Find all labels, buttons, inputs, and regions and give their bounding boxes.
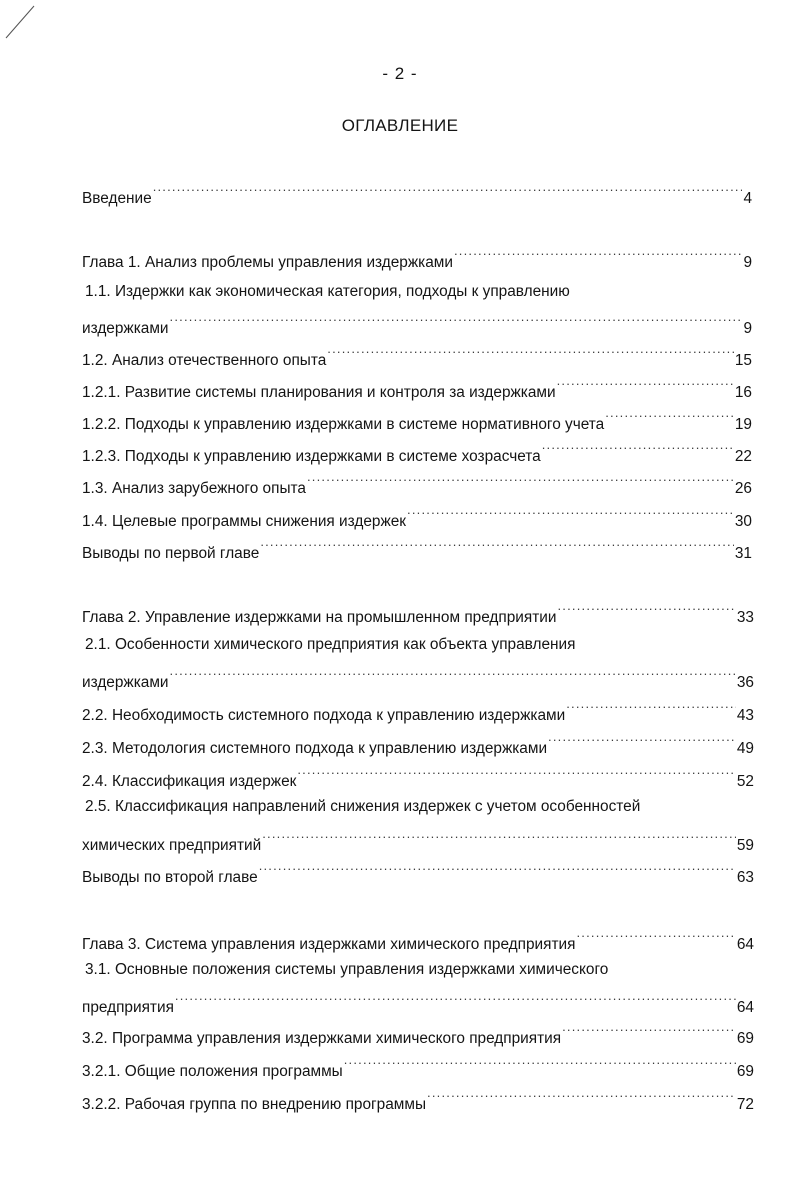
toc-entry-text: 2.2. Необходимость системного подхода к управлению издержками	[82, 707, 566, 724]
toc-entry-text: Выводы по второй главе	[82, 869, 258, 886]
toc-entry-page: 26	[734, 480, 752, 497]
toc-entry-conclusions-1[interactable]	[82, 536, 752, 562]
toc-dot-leader	[562, 1021, 736, 1043]
toc-entry-1-2-2[interactable]	[82, 407, 752, 433]
toc-dot-leader	[566, 698, 736, 720]
toc-entry-conclusions-2[interactable]	[82, 860, 754, 886]
toc-entry-text-line1: 2.5. Классификация направлений снижения издержек с учетом особенностей	[85, 798, 641, 815]
toc-entry-text: 2.3. Методология системного подхода к управлению издержками	[82, 740, 548, 757]
toc-entry-text: Глава 3. Система управления издержками химического предприятия	[82, 936, 576, 953]
toc-entry-page: 4	[743, 190, 752, 207]
toc-entry-1-2[interactable]	[82, 343, 752, 369]
toc-entry-text: 3.2. Программа управления издержками химического предприятия	[82, 1030, 562, 1047]
toc-entry-text-line1: 1.1. Издержки как экономическая категория, подходы к управлению	[85, 283, 570, 300]
toc-entry-1-2-3[interactable]	[82, 439, 752, 465]
toc-dot-leader	[548, 731, 736, 753]
toc-dot-leader	[170, 665, 736, 687]
toc-entry-page: 64	[736, 999, 754, 1016]
toc-entry-text: Введение	[82, 190, 152, 207]
toc-entry-chapter-3[interactable]	[82, 927, 754, 953]
toc-entry-text: Глава 1. Анализ проблемы управления издержками	[82, 254, 453, 271]
toc-entry-3-2-1[interactable]	[82, 1054, 754, 1080]
toc-dot-leader	[153, 181, 743, 203]
toc-entry-2-4[interactable]	[82, 764, 754, 790]
toc-entry-2-1[interactable]	[82, 665, 754, 691]
toc-entry-text: 1.2.3. Подходы к управлению издержками в системе хозрасчета	[82, 448, 541, 465]
toc-entry-text: 1.2. Анализ отечественного опыта	[82, 352, 327, 369]
toc-dot-leader	[344, 1054, 736, 1076]
toc-entry-page: 9	[743, 254, 752, 271]
toc-entry-text: 3.2.1. Общие положения программы	[82, 1063, 343, 1080]
toc-dot-leader	[427, 1087, 736, 1109]
toc-entry-page: 31	[734, 545, 752, 562]
toc-entry-page: 15	[734, 352, 752, 369]
toc-dot-leader	[260, 536, 734, 558]
toc-entry-page: 49	[736, 740, 754, 757]
toc-entry-1-1[interactable]	[82, 311, 752, 337]
toc-dot-leader	[259, 860, 736, 882]
toc-entry-text: 3.2.2. Рабочая группа по внедрению программы	[82, 1096, 427, 1113]
toc-entry-text-line1: 3.1. Основные положения системы управления издержками химического	[85, 961, 609, 978]
toc-entry-text: 2.4. Классификация издержек	[82, 773, 297, 790]
toc-entry-3-2[interactable]	[82, 1021, 754, 1047]
toc-entry-text: издержками	[82, 674, 169, 691]
toc-entry-introduction[interactable]	[82, 181, 752, 207]
toc-entry-page: 64	[736, 936, 754, 953]
toc-entry-text: химических предприятий	[82, 837, 262, 854]
page-number: - 2 -	[382, 64, 418, 83]
toc-dot-leader	[454, 245, 742, 267]
toc-entry-page: 9	[743, 320, 752, 337]
toc-entry-2-3[interactable]	[82, 731, 754, 757]
toc-entry-page: 16	[734, 384, 752, 401]
toc-entry-page: 33	[736, 609, 754, 626]
toc-entry-text: 1.3. Анализ зарубежного опыта	[82, 480, 306, 497]
toc-dot-leader	[558, 600, 736, 622]
toc-entry-page: 63	[736, 869, 754, 886]
toc-dot-leader	[605, 407, 734, 429]
toc-entry-2-2[interactable]	[82, 698, 754, 724]
toc-entry-1-3[interactable]	[82, 471, 752, 497]
toc-entry-text-line1: 2.1. Особенности химического предприятия как объекта управления	[85, 636, 576, 653]
toc-dot-leader	[407, 504, 734, 526]
toc-entry-3-1[interactable]	[82, 990, 754, 1016]
toc-entry-chapter-1[interactable]	[82, 245, 752, 271]
toc-entry-text: Глава 2. Управление издержками на промышленном предприятии	[82, 609, 557, 626]
toc-entry-page: 30	[734, 513, 752, 530]
toc-dot-leader	[170, 311, 743, 333]
toc-entry-1-2-1[interactable]	[82, 375, 752, 401]
toc-entry-3-2-2[interactable]	[82, 1087, 754, 1113]
toc-entry-page: 43	[736, 707, 754, 724]
toc-entry-page: 52	[736, 773, 754, 790]
toc-dot-leader	[557, 375, 734, 397]
toc-entry-chapter-2[interactable]	[82, 600, 754, 626]
toc-entry-text: 1.2.2. Подходы к управлению издержками в системе нормативного учета	[82, 416, 605, 433]
toc-entry-page: 69	[736, 1030, 754, 1047]
toc-dot-leader	[175, 990, 736, 1012]
toc-dot-leader	[576, 927, 735, 949]
toc-entry-text: издержками	[82, 320, 169, 337]
toc-entry-page: 22	[734, 448, 752, 465]
toc-entry-page: 36	[736, 674, 754, 691]
scan-artifact-line	[4, 2, 44, 42]
toc-entry-1-4[interactable]	[82, 504, 752, 530]
toc-entry-page: 69	[736, 1063, 754, 1080]
toc-entry-text: 1.4. Целевые программы снижения издержек	[82, 513, 407, 530]
toc-entry-text: Выводы по первой главе	[82, 545, 260, 562]
toc-dot-leader	[307, 471, 734, 493]
toc-entry-page: 72	[736, 1096, 754, 1113]
toc-entry-text: 1.2.1. Развитие системы планирования и контроля за издержками	[82, 384, 556, 401]
toc-dot-leader	[262, 828, 736, 850]
toc-dot-leader	[327, 343, 734, 365]
toc-entry-text: предприятия	[82, 999, 174, 1016]
toc-dot-leader	[297, 764, 736, 786]
toc-dot-leader	[542, 439, 734, 461]
toc-entry-page: 19	[734, 416, 752, 433]
toc-entry-2-5[interactable]	[82, 828, 754, 854]
toc-entry-page: 59	[736, 837, 754, 854]
page-title: ОГЛАВЛЕНИЕ	[341, 116, 459, 135]
